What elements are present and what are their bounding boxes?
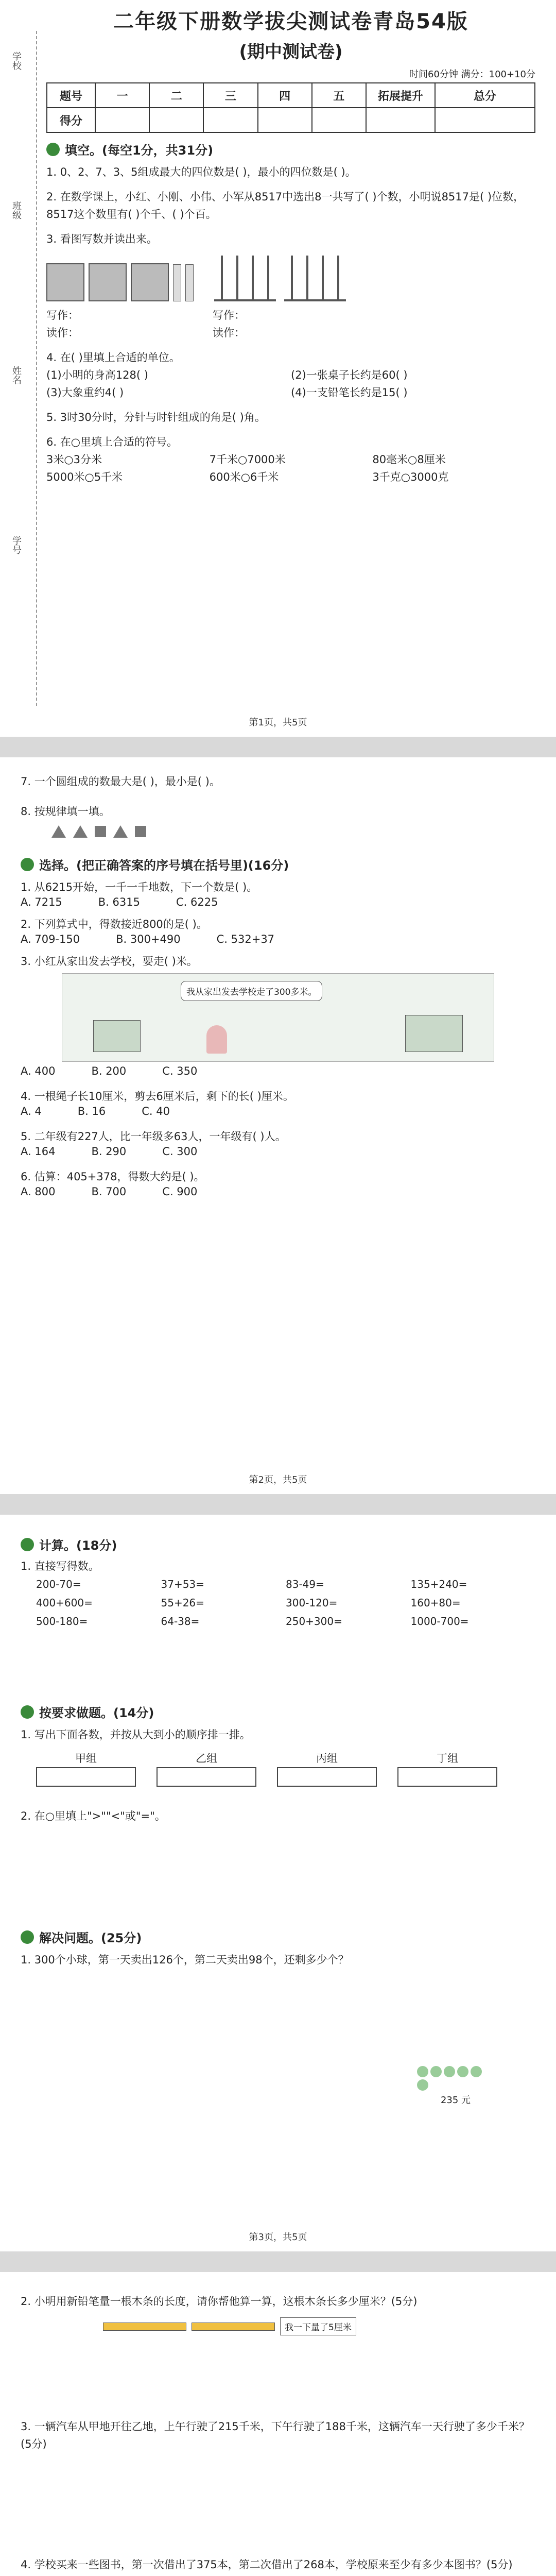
balls-figure (417, 2066, 494, 2106)
calc-instruction: 1. 直接写得数。 (21, 1560, 99, 1572)
girl-icon (206, 1025, 227, 1054)
place-value-figures (46, 253, 535, 301)
triangle-icon (51, 825, 66, 838)
question-2: 2. 在数学课上，小红、小刚、小伟、小军从8517中选出8一共写了( )个数，小明说8517是( )位数，8517这个数里有( )个千、( )个百。 (46, 191, 525, 221)
side-label-id: 学号 (11, 536, 22, 554)
option-c[interactable]: C. 40 (142, 1105, 170, 1117)
score-header: 总分 (435, 83, 535, 108)
option-b[interactable]: B. 200 (91, 1065, 127, 1077)
score-cell[interactable] (258, 108, 312, 132)
bar-label: 甲组 (75, 1752, 97, 1765)
calc-item: 500-180= (36, 1615, 88, 1628)
q4-item: (4)一支铅笔长约是15( ) (291, 386, 408, 399)
page-number: 第2页，共5页 (249, 1475, 307, 1485)
cube-icon (46, 263, 84, 301)
score-cell[interactable] (95, 108, 149, 132)
bar-box (397, 1767, 497, 1787)
page-number: 第1页，共5页 (249, 717, 307, 728)
score-cell[interactable] (366, 108, 435, 132)
compare-item: 3米○3分米 (46, 453, 102, 466)
section-2-heading: 选择。(把正确答案的序号填在括号里)(16分) (21, 855, 535, 873)
ball-icon (471, 2066, 482, 2077)
option-c[interactable]: C. 6225 (176, 896, 218, 908)
calc-item: 250+300= (286, 1615, 342, 1628)
score-header: 二 (149, 83, 203, 108)
read-as-label: 读作： (46, 327, 79, 339)
group-bars (36, 1750, 535, 1787)
ball-icon (457, 2066, 468, 2077)
bar-label: 丁组 (437, 1752, 458, 1765)
problem-2: 2. 小明用新铅笔量一根木条的长度，请你帮他算一算，这根木条长多少厘米？(5分) (21, 2295, 418, 2308)
choice-question-3: 3. 小红从家出发去学校，要走( )米。 (21, 955, 198, 968)
q4-item: (3)大象重约4( ) (46, 386, 124, 399)
rod-icon (173, 264, 181, 301)
compare-item: 7千米○7000米 (209, 453, 286, 466)
abacus-figure (214, 253, 346, 301)
side-label-class: 班级 (11, 201, 22, 219)
side-label-school: 学校 (11, 52, 22, 70)
binding-margin (5, 31, 37, 706)
abacus-icon (284, 253, 346, 301)
choice-question-5: 5. 二年级有227人，比一年级多63人，一年级有( )人。 (21, 1130, 286, 1143)
calc-item: 300-120= (286, 1597, 338, 1609)
write-as-label: 写作： (213, 309, 245, 321)
choice-question-4: 4. 一根绳子长10厘米，剪去6厘米后，剩下的长( )厘米。 (21, 1090, 294, 1103)
calc-item: 160+80= (410, 1597, 461, 1609)
option-b[interactable]: B. 290 (91, 1145, 127, 1158)
question-5: 5. 3时30分时，分针与时针组成的角是( )角。 (46, 411, 266, 423)
page-4 (0, 2272, 556, 2576)
page-1 (0, 0, 556, 737)
ball-icon (430, 2066, 442, 2077)
compare-item: 3千克○3000克 (372, 471, 449, 483)
square-icon (135, 826, 146, 837)
bar-box (277, 1767, 377, 1787)
cube-icon (131, 263, 169, 301)
pencil-icon (192, 2323, 275, 2331)
compare-item: 80毫米○8厘米 (372, 453, 446, 466)
calc-item: 83-49= (286, 1578, 324, 1590)
score-header: 拓展提升 (366, 83, 435, 108)
option-b[interactable]: B. 6315 (98, 896, 140, 908)
option-a[interactable]: A. 164 (21, 1145, 56, 1158)
score-cell[interactable] (435, 108, 535, 132)
score-header: 五 (312, 83, 366, 108)
option-a[interactable]: A. 709-150 (21, 933, 80, 945)
ruler-note: 我一下量了5厘米 (280, 2317, 356, 2335)
option-b[interactable]: B. 300+490 (116, 933, 181, 945)
option-c[interactable]: C. 532+37 (216, 933, 275, 945)
bar-label: 丙组 (316, 1752, 338, 1765)
score-table (46, 82, 535, 133)
score-header: 题号 (47, 83, 95, 108)
sec4-question-2: 2. 在○里填上">""<"或"="。 (21, 1810, 166, 1822)
choice-question-2: 2. 下列算式中，得数接近800的是( )。 (21, 918, 207, 930)
read-as-label: 读作： (213, 327, 245, 339)
problem-1: 1. 300个小球，第一天卖出126个，第二天卖出98个，还剩多少个？ (21, 1954, 349, 1966)
calc-item: 200-70= (36, 1578, 81, 1590)
calc-item: 37+53= (161, 1578, 204, 1590)
score-cell[interactable] (312, 108, 366, 132)
triangle-icon (73, 825, 88, 838)
compare-item: 5000米○5千米 (46, 471, 123, 483)
choice-question-6: 6. 估算：405+378，得数大约是( )。 (21, 1171, 205, 1183)
option-a[interactable]: A. 4 (21, 1105, 42, 1117)
bar-box (157, 1767, 256, 1787)
bar-label: 乙组 (196, 1752, 217, 1765)
section-marker-icon (21, 1538, 34, 1551)
q4-item: (2)一张桌子长约是60( ) (291, 369, 408, 381)
calc-grid (36, 1575, 535, 1631)
choice-question-1: 1. 从6215开始，一千一千地数，下一个数是( )。 (21, 881, 258, 893)
option-a[interactable]: A. 800 (21, 1185, 56, 1198)
page-subtitle: (期中测试卷) (239, 42, 343, 62)
score-cell[interactable] (149, 108, 203, 132)
problem-4: 4. 学校买来一些图书，第一次借出了375本，第二次借出了268本，学校原来至少有多少本图书？(5分) (21, 2558, 513, 2571)
bar-box (36, 1767, 136, 1787)
compare-item: 600米○6千米 (209, 471, 279, 483)
option-b[interactable]: B. 16 (77, 1105, 106, 1117)
question-7: 7. 一个圆组成的数最大是( )，最小是( )。 (21, 775, 220, 788)
section-5-heading: 解决问题。(25分) (21, 1928, 535, 1946)
score-header: 一 (95, 83, 149, 108)
option-a[interactable]: A. 7215 (21, 896, 62, 908)
question-3: 3. 看图写数并读出来。 (46, 233, 158, 245)
option-b[interactable]: B. 700 (91, 1185, 127, 1198)
triangle-icon (113, 825, 128, 838)
q4-item: (1)小明的身高128( ) (46, 369, 148, 381)
ball-icon (417, 2079, 428, 2091)
score-row-label: 得分 (47, 108, 95, 132)
home-to-school-illustration (62, 973, 494, 1062)
page-title: 二年级下册数学拔尖测试卷青岛54版 (113, 10, 468, 33)
sec4-question-1: 1. 写出下面各数，并按从大到小的顺序排一排。 (21, 1728, 251, 1741)
ball-icon (417, 2066, 428, 2077)
ball-icon (444, 2066, 455, 2077)
score-header: 三 (203, 83, 257, 108)
page-3 (0, 1515, 556, 2251)
house-icon (93, 1020, 141, 1052)
section-marker-icon (21, 1930, 34, 1944)
problem-3: 3. 一辆汽车从甲地开往乙地，上午行驶了215千米，下午行驶了188千米，这辆汽车一天行驶了多少千米？(5分) (21, 2420, 530, 2450)
calc-item: 55+26= (161, 1597, 204, 1609)
score-cell[interactable] (203, 108, 257, 132)
score-header: 四 (258, 83, 312, 108)
price-label: 235 元 (440, 2095, 471, 2106)
pencil-figure (103, 2317, 535, 2335)
calc-item: 135+240= (410, 1578, 467, 1590)
pattern-figure (51, 825, 535, 838)
abacus-icon (214, 253, 276, 301)
rod-icon (185, 264, 194, 301)
square-icon (95, 826, 106, 837)
calc-item: 1000-700= (410, 1615, 469, 1628)
question-1: 1. 0、2、7、3、5组成最大的四位数是( )，最小的四位数是( )。 (46, 166, 356, 178)
time-note: 时间60分钟 满分：100+10分 (409, 69, 535, 80)
cube-blocks-figure (46, 263, 194, 301)
calc-item: 400+600= (36, 1597, 93, 1609)
side-label-name: 姓名 (11, 366, 22, 384)
page-2 (0, 757, 556, 1494)
page-number: 第3页，共5页 (249, 2232, 307, 2243)
question-6: 6. 在○里填上合适的符号。 (46, 436, 178, 448)
section-marker-icon (46, 143, 60, 156)
section-marker-icon (21, 858, 34, 871)
section-4-heading: 按要求做题。(14分) (21, 1703, 535, 1721)
pencil-icon (103, 2323, 186, 2331)
question-8: 8. 按规律填一填。 (21, 805, 110, 818)
section-marker-icon (21, 1705, 34, 1719)
write-as-label: 写作： (46, 309, 79, 321)
option-c[interactable]: C. 300 (162, 1145, 198, 1158)
cube-icon (89, 263, 127, 301)
school-icon (405, 1015, 463, 1052)
section-1-heading: 填空。(每空1分，共31分) (46, 140, 535, 158)
option-c[interactable]: C. 900 (162, 1185, 198, 1198)
calc-item: 64-38= (161, 1615, 200, 1628)
question-4: 4. 在( )里填上合适的单位。 (46, 351, 180, 364)
speech-bubble: 我从家出发去学校走了300多米。 (181, 981, 322, 1001)
section-3-heading: 计算。(18分) (21, 1535, 535, 1553)
option-c[interactable]: C. 350 (162, 1065, 198, 1077)
option-a[interactable]: A. 400 (21, 1065, 56, 1077)
